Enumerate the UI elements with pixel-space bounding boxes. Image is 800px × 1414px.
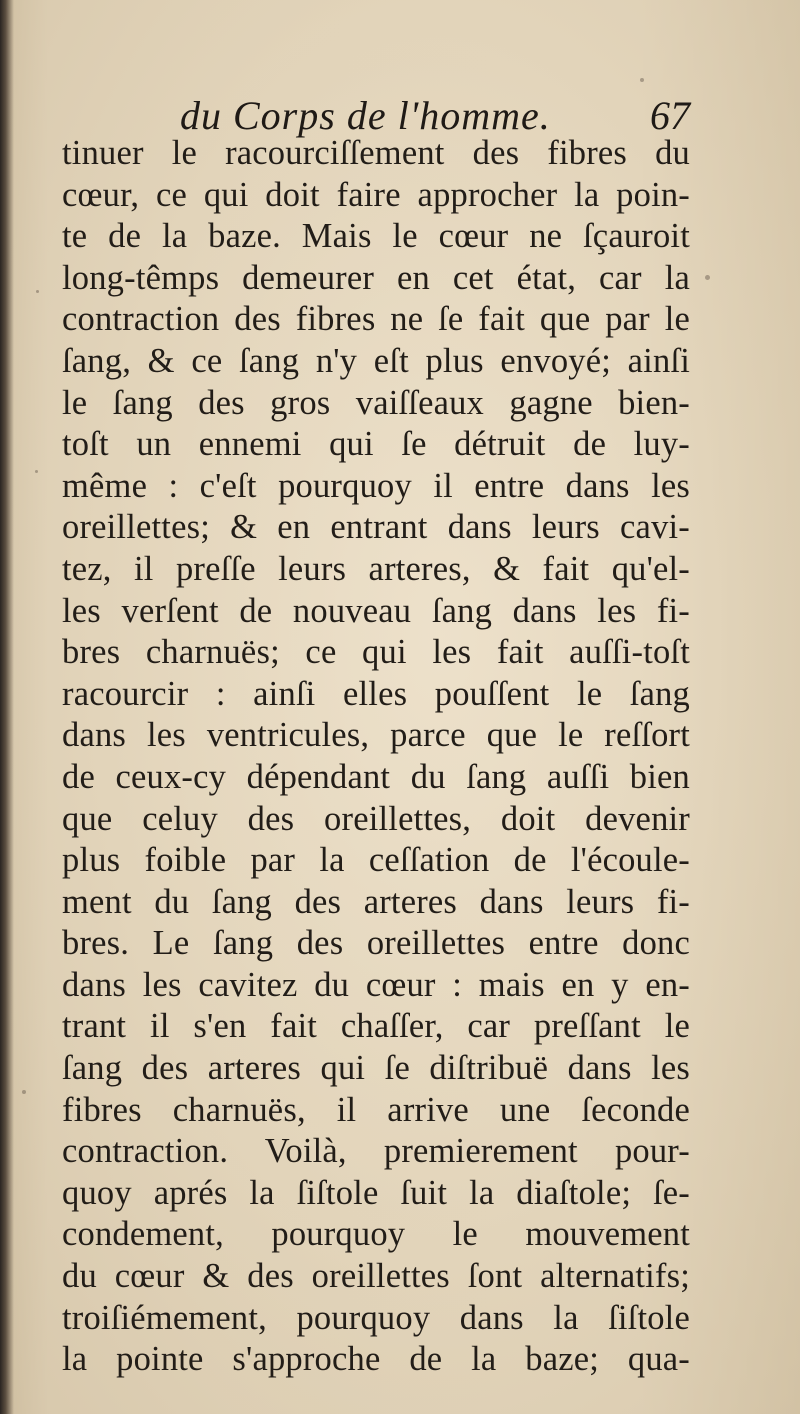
text-line: condement, pourquoy le mouvement (62, 1215, 690, 1254)
text-line: dans les cavitez du cœur : mais en y en- (62, 965, 690, 1004)
text-line: les verſent de nouveau ſang dans les fi- (62, 591, 690, 630)
text-line: bres. Le ſang des oreillettes entre donc (62, 924, 690, 963)
text-line: tez, il preſſe leurs arteres, & fait qu'el- (62, 549, 690, 588)
text-line: de ceux-cy dépendant du ſang auſſi bien (62, 757, 690, 796)
text-line: du cœur & des oreillettes ſont alternatifs; (62, 1257, 690, 1296)
paper-speck (705, 275, 710, 280)
text-line: quoy aprés la ſiſtole ſuit la diaſtole; ſe- (62, 1173, 690, 1212)
text-line: ment du ſang des arteres dans leurs fi- (62, 882, 690, 921)
text-line: ſang des arteres qui ſe diſtribuë dans les (62, 1049, 690, 1088)
text-line: tinuer le racourciſſement des fibres du (62, 134, 690, 172)
text-line: le ſang des gros vaiſſeaux gagne bien- (62, 383, 690, 422)
text-line: la pointe s'approche de la baze; qua- (62, 1340, 690, 1379)
paper-speck (36, 290, 39, 293)
body-text (62, 133, 690, 1381)
text-line: cœur, ce qui doit faire approcher la poin- (62, 175, 690, 214)
text-line: te de la baze. Mais le cœur ne ſçauroit (62, 217, 690, 256)
text-line: troiſiémement, pourquoy dans la ſiſtole (62, 1298, 690, 1337)
text-line: contraction des fibres ne ſe fait que par le (62, 300, 690, 339)
text-line: dans les ventricules, parce que le reſſort (62, 716, 690, 755)
text-line: que celuy des oreillettes, doit devenir (62, 799, 690, 838)
text-line: trant il s'en fait chaſſer, car preſſant le (62, 1007, 690, 1046)
running-head: du Corps de l'homme. (180, 93, 551, 138)
page-number: 67 (650, 93, 690, 138)
gutter-shadow (0, 0, 14, 1414)
paper-speck (22, 1090, 26, 1094)
paper-speck (35, 470, 38, 473)
text-line: fibres charnuës, il arrive une ſeconde (62, 1090, 690, 1129)
paper-speck (640, 78, 644, 82)
text-line: long-têmps demeurer en cet état, car la (62, 258, 690, 297)
text-line: bres charnuës; ce qui les fait auſſi-toſt (62, 633, 690, 672)
text-line: ſang, & ce ſang n'y eſt plus envoyé; ainſi (62, 341, 690, 380)
text-line: toſt un ennemi qui ſe détruit de luy- (62, 425, 690, 464)
text-line: contraction. Voilà, premierement pour- (62, 1132, 690, 1171)
text-line: oreillettes; & en entrant dans leurs cavi- (62, 508, 690, 547)
text-line: même : c'eſt pourquoy il entre dans les (62, 466, 690, 505)
text-line: plus foible par la ceſſation de l'écoule- (62, 841, 690, 880)
text-line: racourcir : ainſi elles pouſſent le ſang (62, 674, 690, 713)
